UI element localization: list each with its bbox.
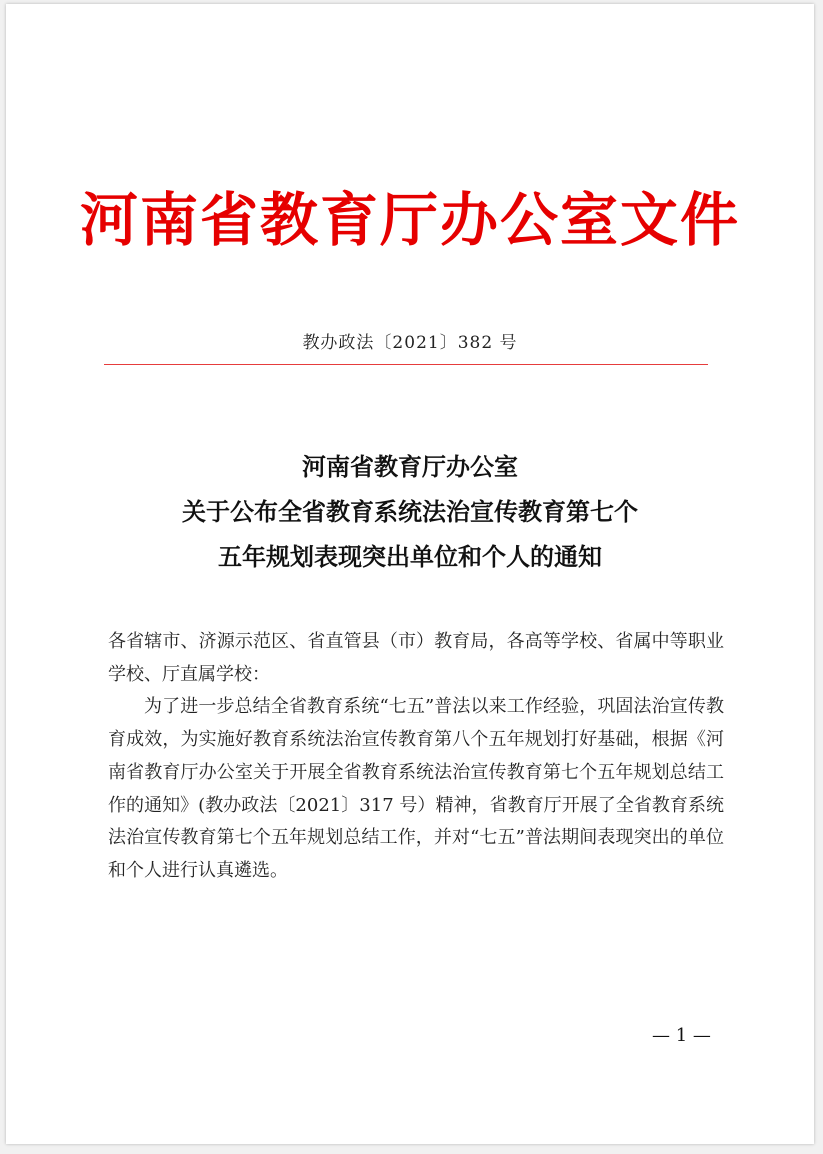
body-paragraph: 为了进一步总结全省教育系统“七五”普法以来工作经验，巩固法治宣传教育成效，为实施好教育系统法治宣传教育第八个五年规划打好基础，根据《河南省教育厅办公室关于开展全省教育系统法治宣传教育第七个五年规划总结工作的通知》(教办政法〔2021〕317 号）精神，省教育厅开展了全省教育系统法治宣传教育第七个五年规划总结工作，并对“七五”普法期间表现突出的单位和个人进行认真遴选。: [108, 696, 724, 881]
document-number: 教办政法〔2021〕382 号: [302, 333, 518, 353]
document-page: [6, 4, 814, 1144]
subject-line-1: 河南省教育厅办公室: [302, 452, 518, 481]
subject-line-3: 五年规划表现突出单位和个人的通知: [218, 542, 602, 571]
red-divider-line: [104, 364, 708, 365]
subject-line-2: 关于公布全省教育系统法治宣传教育第七个: [182, 497, 638, 526]
notice-subject: [6, 444, 814, 579]
page-number: — 1 —: [652, 1025, 711, 1046]
issuer-title: 河南省教育厅办公室文件: [79, 186, 740, 254]
recipients-paragraph: 各省辖市、济源示范区、省直管县（市）教育局，各高等学校、省属中等职业学校、厅直属学校：: [108, 631, 724, 685]
notice-body: [108, 626, 724, 888]
